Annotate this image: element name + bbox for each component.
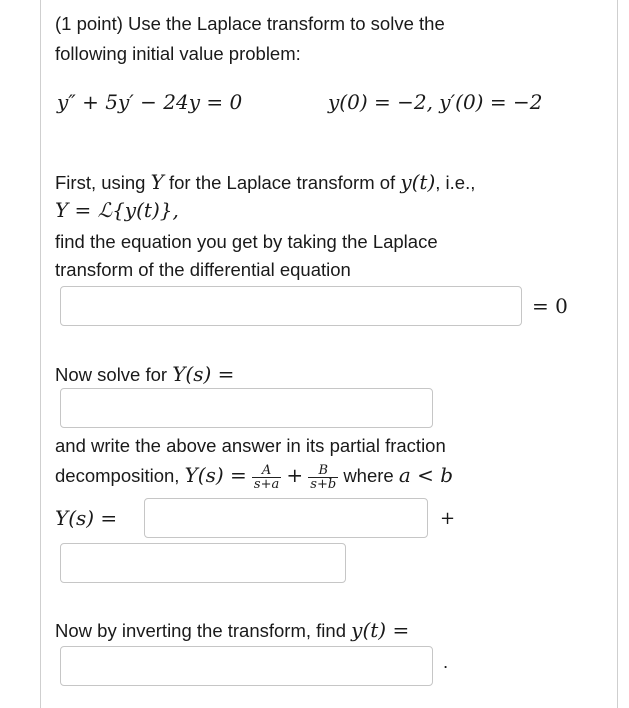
final-period: . (443, 651, 449, 672)
step3-line-1: and write the above answer in its partial fraction (55, 435, 446, 456)
step1-line-1 (55, 170, 475, 195)
step1-symbol-Y: Y (150, 170, 164, 194)
partial-plus-sign: + (440, 508, 456, 529)
intro-line-1: (1 point) Use the Laplace transform to solve the (55, 13, 445, 34)
equals-zero: = 0 (532, 294, 568, 318)
fraction-A-numerator: A (252, 464, 281, 478)
step3-line-2 (55, 460, 453, 491)
fraction-plus: + (286, 463, 304, 487)
step3-text: decomposition, (55, 465, 180, 486)
transformed-equation-input[interactable] (60, 286, 522, 326)
where-text: where (343, 465, 394, 486)
partial-fraction-term-2-input[interactable] (60, 543, 346, 583)
step1-line-3: find the equation you get by taking the Laplace (55, 231, 438, 252)
yt-solution-input[interactable] (60, 646, 433, 686)
step1-ie: , i.e., (435, 172, 476, 193)
step1-line-4: transform of the differential equation (55, 259, 351, 280)
laplace-definition: Y = ℒ{y(t)}, (55, 198, 179, 222)
step1-text-b: for the Laplace transform of (168, 172, 396, 193)
step2-line (55, 362, 234, 387)
step2-ys: Y(s) = (172, 362, 235, 386)
fraction-B (308, 464, 338, 491)
fraction-B-denominator: s+b (310, 476, 337, 492)
step4-line (55, 618, 409, 643)
ys-partial-label: Y(s) = (55, 506, 118, 530)
intro-line-2: following initial value problem: (55, 43, 301, 64)
condition-a-lt-b: a < b (398, 463, 454, 487)
step4-yt: y(t) = (351, 618, 410, 642)
partial-fraction-term-1-input[interactable] (144, 498, 428, 538)
fraction-A-denominator: s+a (253, 476, 280, 492)
fraction-B-numerator: B (308, 464, 338, 478)
differential-equation: y″ + 5y′ − 24y = 0 (57, 90, 243, 114)
fraction-A (252, 464, 281, 491)
step4-label: Now by inverting the transform, find (55, 620, 346, 641)
step2-label: Now solve for (55, 364, 168, 385)
step1-text-a: First, using (55, 172, 146, 193)
step1-func-yt: y(t) (400, 170, 436, 194)
step3-ys: Y(s) = (184, 463, 247, 487)
Ys-solution-input[interactable] (60, 388, 433, 428)
initial-conditions: y(0) = −2, y′(0) = −2 (328, 90, 543, 114)
